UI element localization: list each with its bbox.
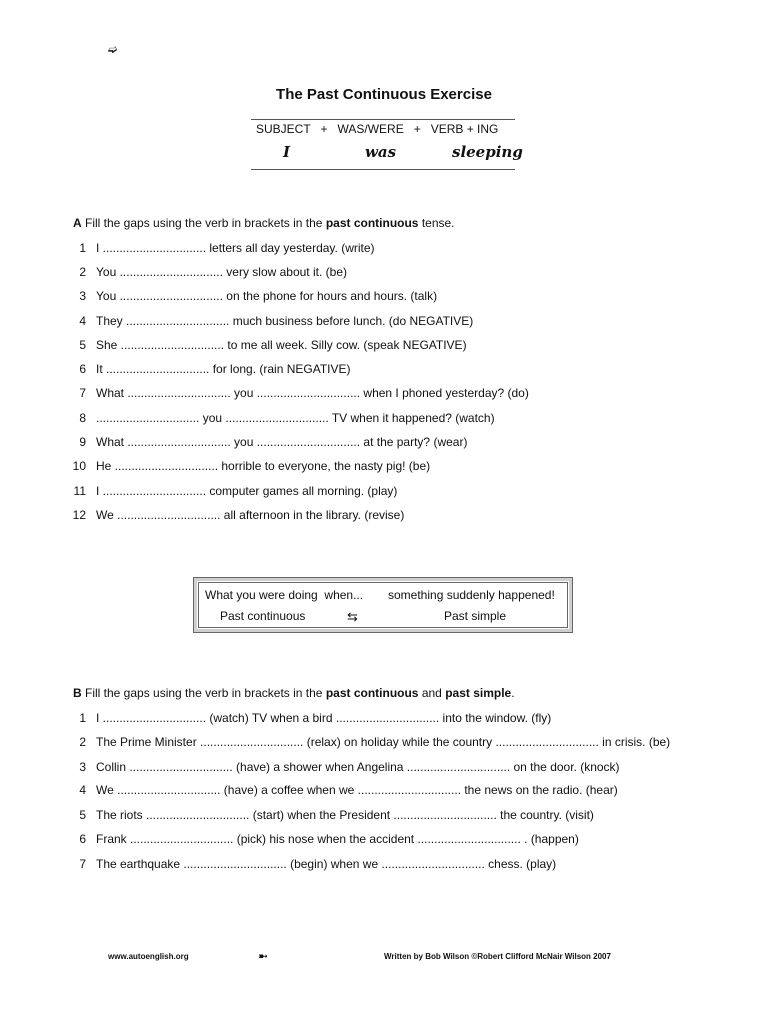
section-b-letter: B (73, 686, 82, 700)
list-item (66, 314, 473, 328)
list-item (66, 459, 430, 473)
item-text: You ............................... on the phone for hours and hours. (talk) (96, 289, 438, 303)
footer-arrow-icon: ➼ (258, 949, 269, 963)
corner-arrow-icon: ➫ (108, 44, 118, 56)
item-number: 9 (79, 435, 86, 449)
list-item (66, 289, 437, 303)
item-text: What ............................... you ............................... when I phoned yesterday? (do) (96, 386, 529, 400)
list-item (66, 435, 467, 449)
item-text: What ............................... you ............................... at the party? (wear) (96, 435, 468, 449)
item-number: 8 (79, 411, 86, 425)
list-item (66, 711, 551, 725)
item-text: The riots ............................... (start) when the President ............................... the country. (visit) (96, 808, 594, 822)
list-item (66, 783, 618, 797)
section-a-letter: A (73, 216, 82, 230)
formula-top-rule (251, 119, 515, 120)
section-b-heading (73, 686, 515, 700)
example-verb-was: was (365, 143, 397, 161)
list-item (66, 338, 467, 352)
item-number: 3 (79, 289, 86, 303)
section-b-intro-bold-2: past simple (445, 686, 512, 700)
section-a-intro-end: tense. (418, 216, 455, 230)
item-number: 3 (79, 760, 86, 774)
item-number: 4 (79, 783, 86, 797)
item-text: I ............................... (watch) TV when a bird ............................... into the window. (fly) (96, 711, 552, 725)
list-item (66, 508, 404, 522)
example-subject: I (283, 143, 291, 161)
item-number: 1 (79, 241, 86, 255)
item-text: ............................... you ............................... TV when it happened? (watch) (96, 411, 495, 425)
list-item (66, 265, 347, 279)
section-b-intro: Fill the gaps using the verb in brackets in the (81, 686, 326, 700)
list-item (66, 832, 579, 846)
list-item (66, 808, 594, 822)
item-number: 4 (79, 314, 86, 328)
formula-bottom-rule (251, 169, 515, 170)
item-text: It ............................... for long. (rain NEGATIVE) (96, 362, 351, 376)
item-number: 2 (79, 265, 86, 279)
footer-credit: Written by Bob Wilson ©Robert Clifford McNair Wilson 2007 (384, 952, 611, 961)
item-number: 5 (79, 808, 86, 822)
list-item (66, 386, 529, 400)
item-number: 2 (79, 735, 86, 749)
item-number: 7 (79, 857, 86, 871)
item-text: He ............................... horrible to everyone, the nasty pig! (be) (96, 459, 431, 473)
list-item (66, 735, 670, 749)
item-text: She ............................... to me all week. Silly cow. (speak NEGATIVE) (96, 338, 467, 352)
section-b-intro-bold-1: past continuous (325, 686, 419, 700)
list-item (66, 760, 620, 774)
section-b-intro-end: . (511, 686, 515, 700)
item-number: 5 (79, 338, 86, 352)
list-item (66, 241, 375, 255)
example-verb-sleeping: sleeping (452, 143, 523, 161)
list-item (66, 362, 351, 376)
tense-timeline-box (193, 577, 573, 633)
item-number: 12 (72, 508, 86, 522)
section-a-intro: Fill the gaps using the verb in brackets in the (81, 216, 326, 230)
section-a-intro-bold: past continuous (325, 216, 419, 230)
item-number: 6 (79, 832, 86, 846)
item-text: You ............................... very slow about it. (be) (96, 265, 347, 279)
item-text: I ............................... computer games all morning. (play) (96, 484, 398, 498)
item-text: We ............................... (have) a coffee when we ............................... the news on the radio. (hear) (96, 783, 618, 797)
item-number: 10 (72, 459, 86, 473)
item-text: We ............................... all afternoon in the library. (revise) (96, 508, 405, 522)
item-text: The earthquake ............................... (begin) when we ............................... chess. (play) (96, 857, 557, 871)
item-text: The Prime Minister ............................... (relax) on holiday while the country ............................... in crisis. (be) (96, 735, 671, 749)
list-item (66, 484, 397, 498)
item-text: I ............................... letters all day yesterday. (write) (96, 241, 375, 255)
item-text: Collin ............................... (have) a shower when Angelina ............................... on the door. (knock) (96, 760, 620, 774)
section-a-heading (73, 216, 455, 230)
timeline-left-bottom: Past continuous (220, 609, 306, 623)
list-item (66, 857, 556, 871)
timeline-left-top: What you were doing when... (205, 588, 364, 602)
item-number: 11 (73, 484, 86, 498)
section-b-intro-mid: and (418, 686, 446, 700)
timeline-right-bottom: Past simple (444, 609, 507, 623)
formula-header: SUBJECT + WAS/WERE + VERB + ING (256, 122, 499, 136)
item-text: They ............................... much business before lunch. (do NEGATIVE) (96, 314, 474, 328)
footer-website: www.autoenglish.org (108, 952, 189, 961)
item-number: 6 (79, 362, 86, 376)
item-number: 7 (79, 386, 86, 400)
list-item (66, 411, 495, 425)
item-text: Frank ............................... (pick) his nose when the accident ............................... . (happen) (96, 832, 579, 846)
timeline-right-top: something suddenly happened! (388, 588, 555, 602)
swap-arrows-icon: ⇆ (347, 609, 358, 624)
page-title: The Past Continuous Exercise (276, 86, 492, 103)
item-number: 1 (79, 711, 86, 725)
